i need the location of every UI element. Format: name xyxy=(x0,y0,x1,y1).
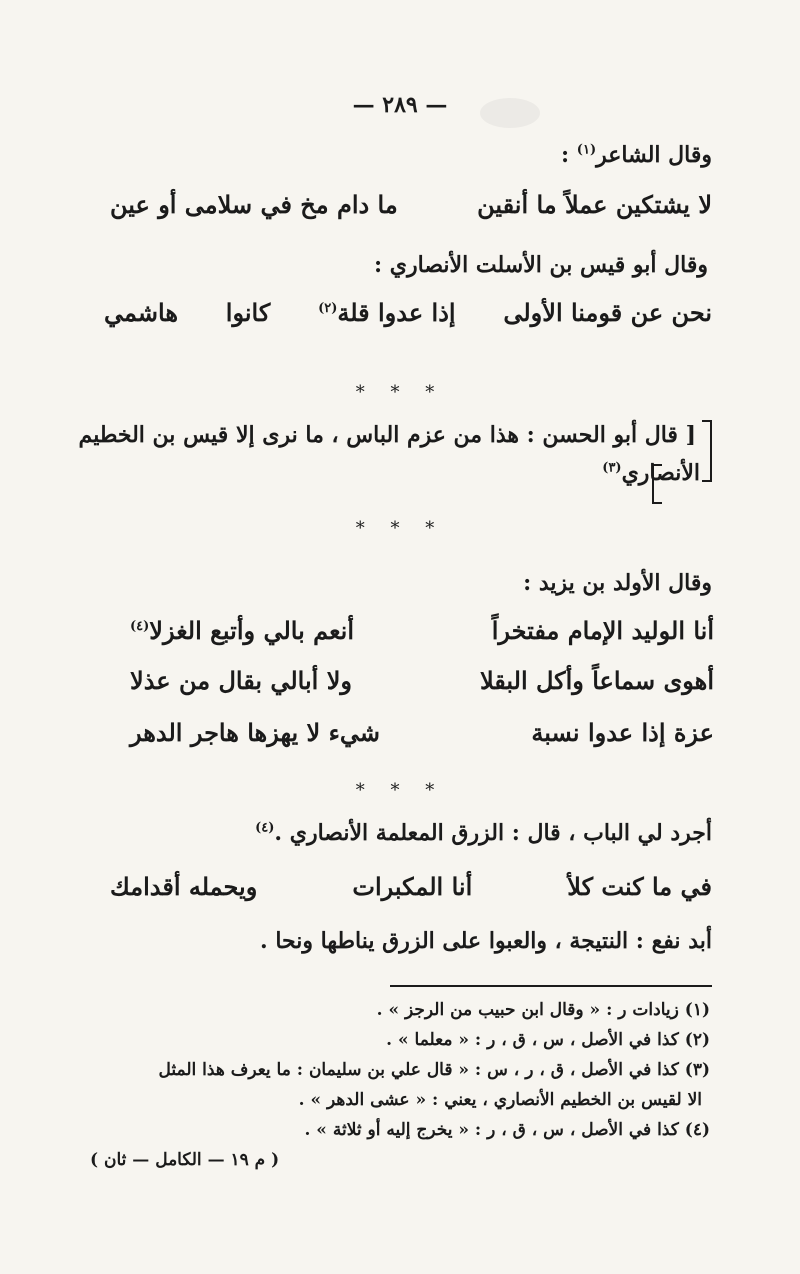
footnote: (٣) كذا في الأصل ، ق ، ر ، س : « قال علي بن سليمان : ما يعرف هذا المثل xyxy=(158,1060,710,1080)
section-divider: * * * xyxy=(355,518,445,539)
prose-line: أجرد لي الباب ، قال : الزرق المعلمة الأنصاري .$^{(٤)}$ xyxy=(255,820,712,846)
hemistich-second: هاشمي xyxy=(104,298,178,327)
intro-text: وقال الشاعر xyxy=(596,142,712,168)
page-number: — ٢٨٩ — xyxy=(352,92,448,118)
hemistich-second: ويحمله أقدامك xyxy=(110,872,258,901)
hemistich-second: شيء لا يهزها هاجر الدهر xyxy=(130,718,380,747)
footnote-ref: (٤) xyxy=(255,820,275,836)
footnote-ref: (٣) xyxy=(602,460,622,476)
bracket-close xyxy=(652,464,662,504)
hemistich-part: كانوا xyxy=(225,298,271,327)
hemistich-first: عزة إذا عدوا نسبة xyxy=(531,718,714,747)
footnote: (١) زيادات ر : « وقال ابن حبيب من الرجز » . xyxy=(376,1000,710,1020)
hemistich-first: لا يشتكين عملاً ما أنقين xyxy=(477,190,712,219)
footnote-ref: (١) xyxy=(576,142,597,158)
section-divider: * * * xyxy=(355,382,445,403)
hemistich-part: أنا المكبرات xyxy=(352,872,473,901)
hemistich-first: أهوى سماعاً وأكل البقلا xyxy=(479,666,714,695)
page-signature: ( م ١٩ — الكامل — ثان ) xyxy=(90,1150,280,1170)
verse-intro: وقال أبو قيس بن الأسلت الأنصاري : xyxy=(374,252,708,278)
section-divider: * * * xyxy=(355,780,445,801)
verse-line xyxy=(130,666,714,695)
hemistich-first: في ما كنت كلأ xyxy=(567,872,712,901)
footnote: (٤) كذا في الأصل ، س ، ق ، ر : « يخرج إليه أو ثلاثة » . xyxy=(304,1120,710,1140)
footnote: الا لقيس بن الخطيم الأنصاري ، يعني : « عشى الدهر » . xyxy=(298,1090,702,1110)
verse-intro: وقال الأولد بن يزيد : xyxy=(523,570,712,596)
verse-line xyxy=(130,718,714,747)
verse-line xyxy=(110,872,712,901)
verse-intro: وقال الشاعر$^{(١)}$ : xyxy=(561,142,712,168)
prose-line: [ قال أبو الحسن : هذا من عزم الباس ، ما نرى إلا قيس بن الخطيم xyxy=(78,422,696,448)
bracket-open xyxy=(702,420,712,482)
footnote-rule xyxy=(390,985,712,987)
verse-line xyxy=(110,190,712,219)
hemistich-part: إذا عدوا قلة(٢) xyxy=(318,298,456,327)
footnote: (٢) كذا في الأصل ، س ، ق ، ر : « معلما » . xyxy=(386,1030,710,1050)
verse-line xyxy=(104,298,712,327)
hemistich-first: أنا الوليد الإمام مفتخراً xyxy=(491,616,714,645)
prose-line: الأنصاري$^{(٣)}$ xyxy=(602,460,700,486)
hemistich-first: نحن عن قومنا الأولى xyxy=(503,298,712,327)
footnote-ref: (٤) xyxy=(130,619,150,634)
hemistich-second: أنعم بالي وأتبع الغزلا(٤) xyxy=(130,616,355,645)
footnote-ref: (٢) xyxy=(318,301,338,316)
verse-line xyxy=(130,616,714,645)
hemistich-second: ولا أبالي بقال من عذلا xyxy=(130,666,352,695)
hemistich-second: ما دام مخ في سلامى أو عين xyxy=(110,190,398,219)
prose-line: أبد نفع : النتيجة ، والعبوا على الزرق يناطها ونحا . xyxy=(260,928,712,954)
